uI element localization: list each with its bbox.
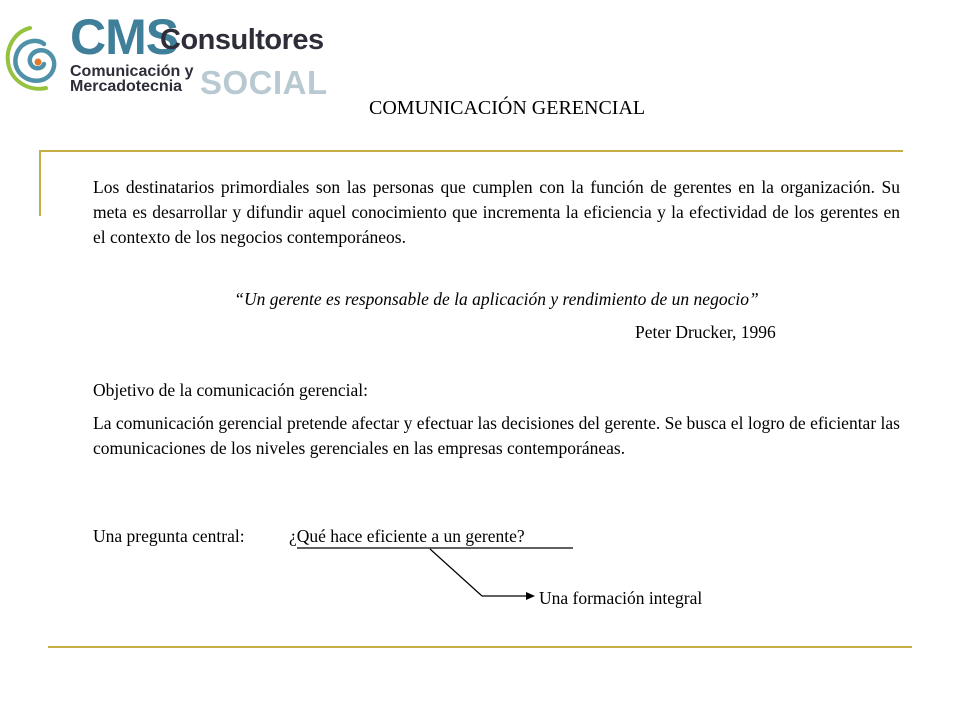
answer-text: Una formación integral (539, 588, 703, 608)
objective-paragraph: La comunicación gerencial pretende afectar y efectuar las decisiones del gerente. Se busca el logro de eficientar las comunicaciones de los niveles gerenciales en las empresas contemporáneas. (93, 413, 900, 458)
logo-tagline-line1: Comunicación y (70, 63, 194, 80)
quote-text: “Un gerente es responsable de la aplicación y rendimiento de un negocio” (234, 289, 759, 309)
logo-brand: CMS (70, 9, 179, 65)
logo-name: Consultores (160, 24, 324, 56)
company-logo (4, 9, 328, 101)
objective-heading: Objetivo de la comunicación gerencial: (93, 380, 369, 400)
quote-author: Peter Drucker, 1996 (635, 322, 776, 342)
top-divider (39, 150, 903, 152)
intro-paragraph: Los destinatarios primordiales son las personas que cumplen con la función de gerentes en la organización. Su meta es desarrollar y difundir aquel conocimiento que incrementa la eficiencia y la efectividad de los gerentes en el contexto de los negocios contemporáneos. (93, 177, 900, 247)
page-title: COMUNICACIÓN GERENCIAL (369, 97, 646, 119)
connector-diagonal (430, 549, 482, 596)
logo-tagline (70, 64, 194, 94)
logo-accent: SOCIAL (200, 64, 328, 101)
left-divider (39, 150, 41, 216)
logo-tagline-line2: Mercadotecnia (70, 78, 183, 95)
arrowhead-icon (526, 592, 535, 600)
question-text: ¿Qué hace eficiente a un gerente? (289, 526, 525, 546)
question-label: Una pregunta central: (93, 526, 245, 546)
bottom-divider (48, 646, 912, 648)
spiral-logo-icon (4, 22, 66, 94)
